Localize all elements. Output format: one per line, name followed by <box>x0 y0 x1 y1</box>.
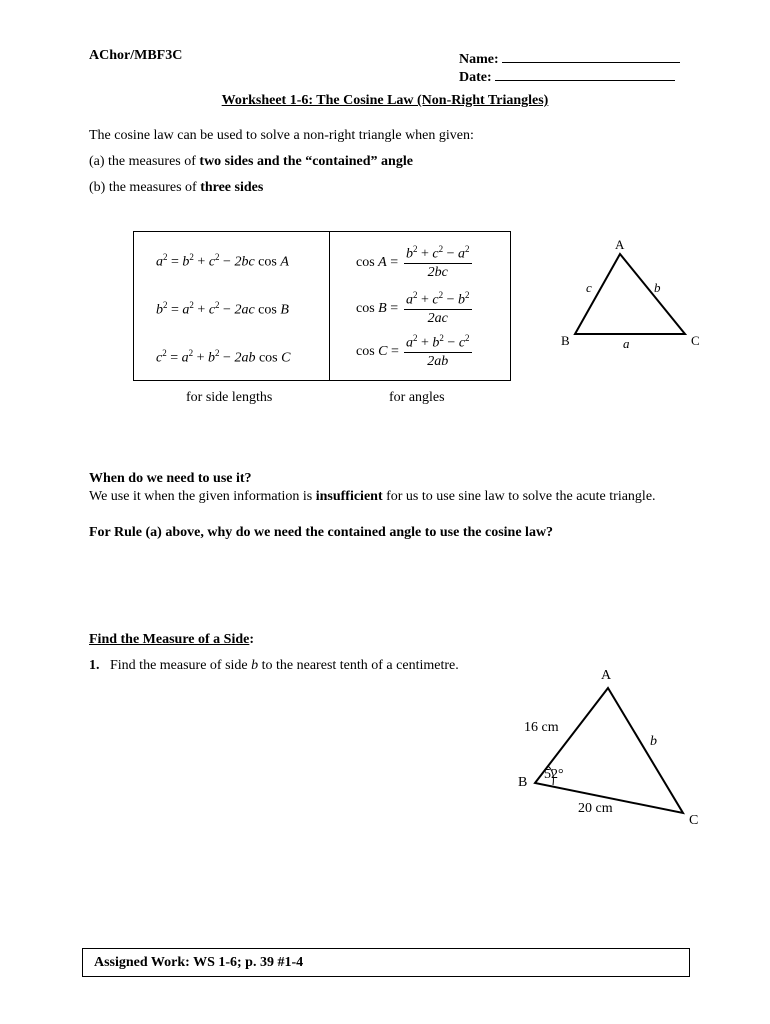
when-heading: When do we need to use it? <box>89 471 252 486</box>
date-field[interactable] <box>459 66 675 86</box>
caption-side-lengths: for side lengths <box>186 390 273 405</box>
formula-angle-c-frac: $\frac{a^2 + b^2 - c^2}{2ab}$ <box>404 330 472 370</box>
when-text: We use it when the given information is insufficient for us to use sine law to solve the acute triangle. <box>89 489 656 504</box>
rule-b: (b) the measures of three sides <box>89 180 264 195</box>
side-bc-label: 20 cm <box>578 801 613 816</box>
intro-line: The cosine law can be used to solve a non-right triangle when given: <box>89 128 474 143</box>
name-label: Name: <box>459 52 499 67</box>
formula-table <box>133 231 511 381</box>
rule-a: (a) the measures of two sides and the “contained” angle <box>89 154 413 169</box>
triangle-diagram-general <box>555 232 715 357</box>
name-blank[interactable] <box>502 48 680 63</box>
vertex-b-label: B <box>561 333 570 348</box>
triangle-q1 <box>535 688 683 813</box>
vertex-a-label: A <box>601 668 612 683</box>
formula-angle-a-lhs: cos A = <box>356 255 399 270</box>
side-b-label: b <box>650 734 657 749</box>
worksheet-title: Worksheet 1-6: The Cosine Law (Non-Right Triangles) <box>221 93 549 108</box>
formula-angle-c-lhs: cos C = <box>356 344 399 359</box>
table-divider <box>329 232 330 380</box>
formula-side-c: $c^2 = a^2 + b^2 - 2ab$ cos C <box>156 348 291 366</box>
course-code: AChor/MBF3C <box>89 48 183 63</box>
triangle-diagram-question-1 <box>510 662 710 832</box>
caption-angles: for angles <box>389 390 445 405</box>
formula-side-b: $b^2 = a^2 + c^2 - 2ac$ cos B <box>156 300 289 318</box>
rule-question: For Rule (a) above, why do we need the contained angle to use the cosine law? <box>89 525 554 540</box>
vertex-c-label: C <box>691 333 700 348</box>
angle-b-label: 52° <box>544 767 564 782</box>
formula-angle-a-frac: $\frac{b^2 + c^2 - a^2}{2bc}$ <box>404 241 472 281</box>
question-1: 1. Find the measure of side b to the nearest tenth of a centimetre. <box>89 658 459 673</box>
formula-angle-b-frac: $\frac{a^2 + c^2 - b^2}{2ac}$ <box>404 287 472 327</box>
vertex-a-label: A <box>615 237 625 252</box>
assigned-work-text: Assigned Work: WS 1-6; p. 39 #1-4 <box>94 955 304 970</box>
vertex-b-label: B <box>518 775 528 790</box>
vertex-c-label: C <box>689 813 699 828</box>
formula-angle-b-lhs: cos B = <box>356 301 399 316</box>
section-heading: Find the Measure of a Side: <box>89 632 255 647</box>
side-ab-label: 16 cm <box>524 720 559 735</box>
assigned-work-box <box>82 948 690 977</box>
name-field[interactable] <box>459 48 680 68</box>
side-b-label: b <box>654 280 661 295</box>
formula-side-a: $a^2 = b^2 + c^2 - 2bc$ cos A <box>156 252 289 270</box>
side-a-label: a <box>623 336 630 351</box>
date-label: Date: <box>459 70 492 85</box>
date-blank[interactable] <box>495 66 675 81</box>
side-c-label: c <box>586 280 592 295</box>
